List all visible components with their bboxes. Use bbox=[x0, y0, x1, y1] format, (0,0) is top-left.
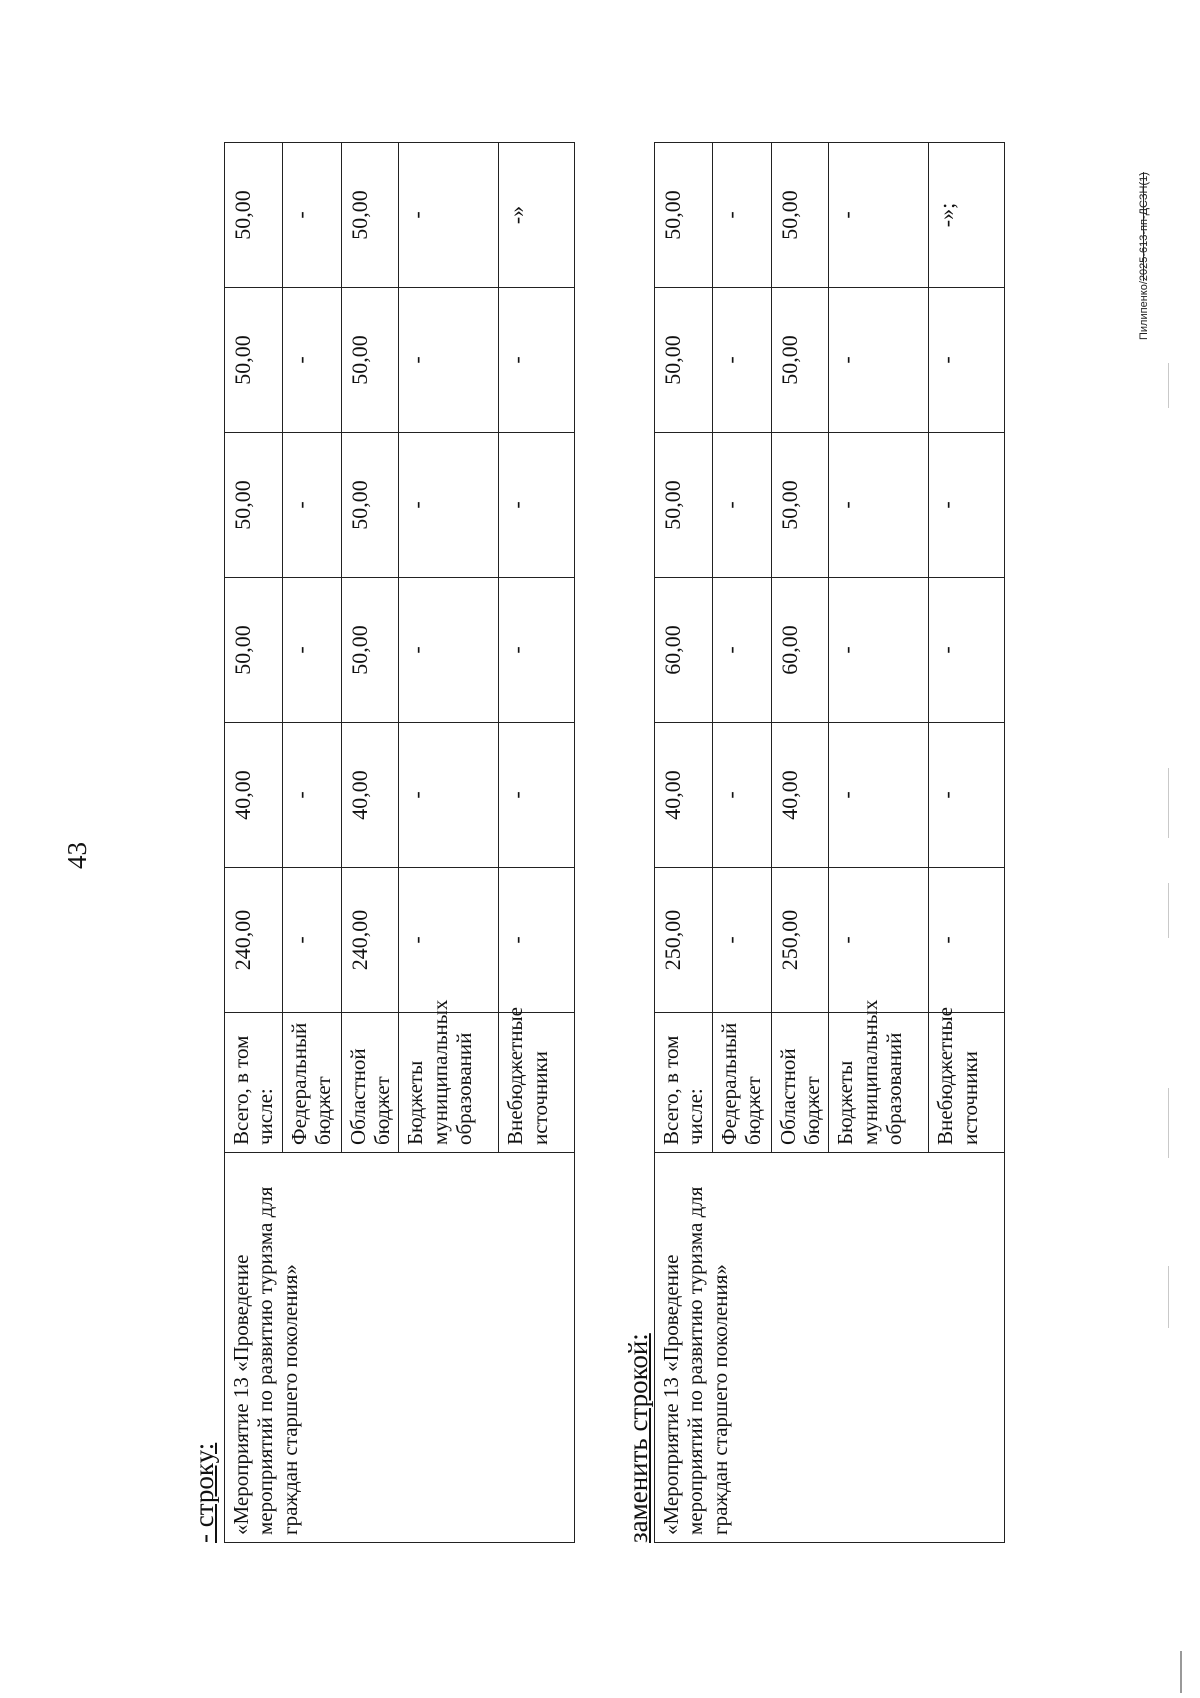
row-label: Внебюджетные источники bbox=[929, 1013, 1005, 1153]
value-cell: 250,00 bbox=[655, 868, 713, 1013]
value-cell: - bbox=[499, 288, 575, 433]
value-cell: 50,00 bbox=[655, 433, 713, 578]
value-cell: 50,00 bbox=[341, 433, 399, 578]
value-cell: - bbox=[929, 723, 1005, 868]
value-cell: - bbox=[929, 578, 1005, 723]
value-cell: - bbox=[829, 143, 929, 288]
value-cell: - bbox=[829, 868, 929, 1013]
footer-document-code: 2025-613-пп-ДСЗН(1) bbox=[1138, 172, 1150, 282]
scan-mark bbox=[1168, 363, 1169, 408]
value-cell: 60,00 bbox=[771, 578, 829, 723]
value-cell: 40,00 bbox=[655, 723, 713, 868]
value-cell: - bbox=[929, 433, 1005, 578]
row-label: Внебюджетные источники bbox=[499, 1013, 575, 1153]
value-cell: - bbox=[499, 433, 575, 578]
value-cell: 50,00 bbox=[341, 288, 399, 433]
scan-mark bbox=[1168, 768, 1169, 838]
caption-old-row: - строку: bbox=[189, 1442, 219, 1543]
value-cell: - bbox=[399, 433, 499, 578]
value-cell: - bbox=[399, 288, 499, 433]
row-label: Федеральный бюджет bbox=[282, 1013, 341, 1153]
value-cell: - bbox=[712, 288, 771, 433]
value-cell: 50,00 bbox=[655, 288, 713, 433]
page-number: 43 bbox=[62, 842, 92, 869]
table-row bbox=[225, 143, 283, 1543]
value-cell: 50,00 bbox=[225, 143, 283, 288]
value-cell: -»; bbox=[929, 143, 1005, 288]
value-cell: 60,00 bbox=[655, 578, 713, 723]
value-cell: - bbox=[829, 288, 929, 433]
scan-mark bbox=[1168, 1088, 1169, 1158]
value-cell: - bbox=[499, 578, 575, 723]
value-cell: 240,00 bbox=[225, 868, 283, 1013]
value-cell: - bbox=[929, 288, 1005, 433]
row-label: Всего, в том числе: bbox=[655, 1013, 713, 1153]
value-cell: - bbox=[399, 723, 499, 868]
row-label: Всего, в том числе: bbox=[225, 1013, 283, 1153]
value-cell: - bbox=[829, 433, 929, 578]
value-cell: - bbox=[829, 723, 929, 868]
scan-mark bbox=[1180, 1651, 1182, 1693]
value-cell: - bbox=[282, 433, 341, 578]
value-cell: - bbox=[499, 868, 575, 1013]
value-cell: 50,00 bbox=[771, 288, 829, 433]
value-cell: - bbox=[712, 143, 771, 288]
row-label: Федеральный бюджет bbox=[712, 1013, 771, 1153]
value-cell: 50,00 bbox=[341, 578, 399, 723]
scan-mark bbox=[1168, 1266, 1169, 1328]
table-old-row bbox=[224, 142, 575, 1543]
value-cell: - bbox=[829, 578, 929, 723]
event-title-cell: «Мероприятие 13 «Проведение мероприятий по развитию туризма для граждан старшего поколения» bbox=[655, 1153, 1005, 1543]
value-cell: - bbox=[712, 578, 771, 723]
value-cell: 50,00 bbox=[771, 433, 829, 578]
row-label: Бюджеты муниципальных образований bbox=[829, 1013, 929, 1153]
value-cell: 240,00 bbox=[341, 868, 399, 1013]
value-cell: 50,00 bbox=[341, 143, 399, 288]
value-cell: - bbox=[399, 868, 499, 1013]
caption-new-row: заменить строкой: bbox=[623, 1333, 653, 1543]
row-label: Областной бюджет bbox=[771, 1013, 829, 1153]
value-cell: - bbox=[282, 723, 341, 868]
value-cell: - bbox=[712, 868, 771, 1013]
value-cell: - bbox=[499, 723, 575, 868]
row-label: Бюджеты муниципальных образований bbox=[399, 1013, 499, 1153]
value-cell: 50,00 bbox=[225, 578, 283, 723]
row-label: Областной бюджет bbox=[341, 1013, 399, 1153]
value-cell: - bbox=[282, 143, 341, 288]
value-cell: 40,00 bbox=[341, 723, 399, 868]
value-cell: - bbox=[929, 868, 1005, 1013]
value-cell: 50,00 bbox=[655, 143, 713, 288]
value-cell: - bbox=[399, 143, 499, 288]
value-cell: 40,00 bbox=[225, 723, 283, 868]
value-cell: 250,00 bbox=[771, 868, 829, 1013]
value-cell: 40,00 bbox=[771, 723, 829, 868]
value-cell: 50,00 bbox=[771, 143, 829, 288]
value-cell: -» bbox=[499, 143, 575, 288]
value-cell: - bbox=[282, 868, 341, 1013]
value-cell: - bbox=[712, 723, 771, 868]
table-row bbox=[655, 143, 713, 1543]
event-title-cell: «Мероприятие 13 «Проведение мероприятий по развитию туризма для граждан старшего поколения» bbox=[225, 1153, 575, 1543]
value-cell: - bbox=[282, 288, 341, 433]
table-new-row bbox=[654, 142, 1005, 1543]
value-cell: - bbox=[712, 433, 771, 578]
scan-mark bbox=[1168, 883, 1169, 938]
footer-author: Пилипенко/ bbox=[1138, 281, 1150, 340]
value-cell: 50,00 bbox=[225, 433, 283, 578]
footer-code bbox=[1138, 172, 1150, 340]
value-cell: - bbox=[282, 578, 341, 723]
value-cell: - bbox=[399, 578, 499, 723]
value-cell: 50,00 bbox=[225, 288, 283, 433]
